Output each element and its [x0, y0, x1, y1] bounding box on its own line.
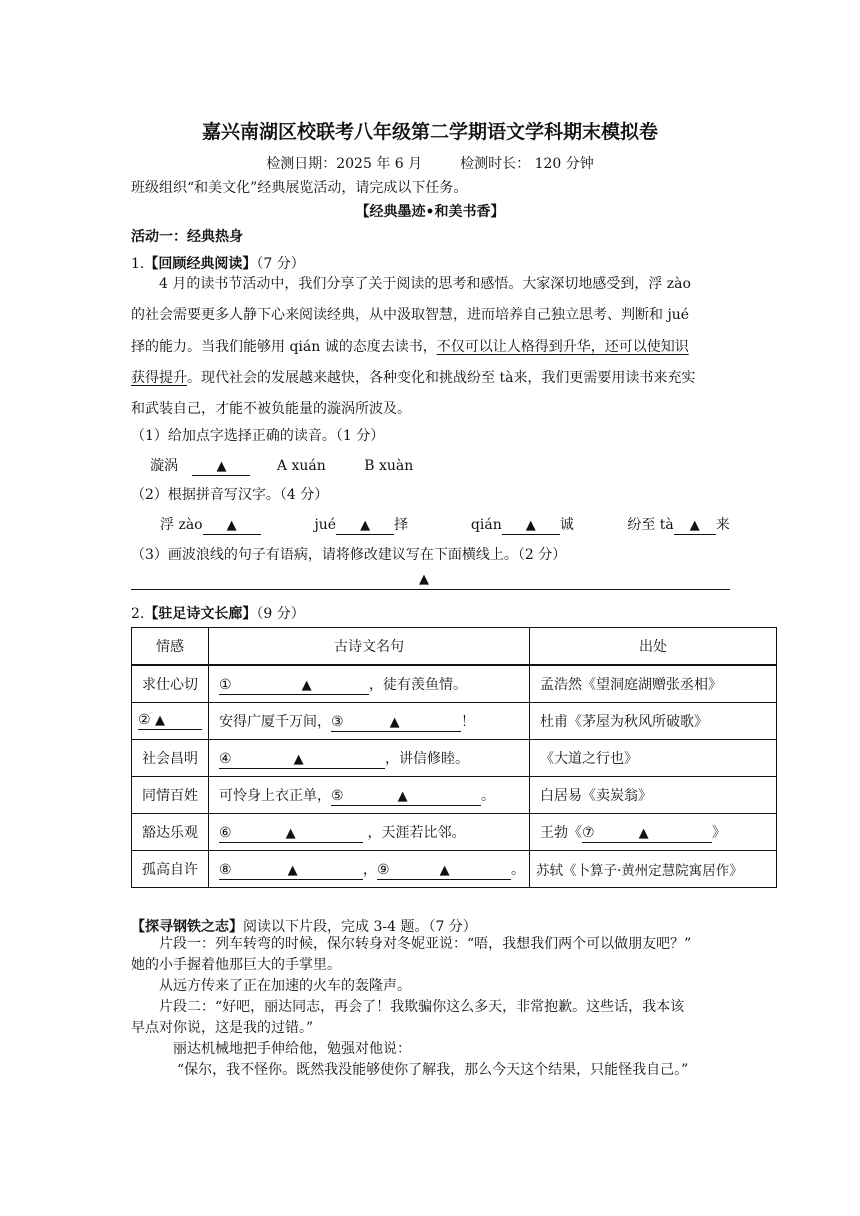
blank-number: ② [138, 712, 151, 728]
excerpt-line: “保尔，我不怪你。既然我没能够使你了解我，那么今天这个结果，只能怪我自己。” [177, 1062, 689, 1078]
source-text: 王勃《 [540, 824, 582, 841]
answer-blank[interactable] [203, 517, 261, 535]
verse-text: ，讲信修睦。 [385, 750, 469, 767]
verse-text: ， [363, 861, 377, 878]
exam-date: 检测日期：2025 年 6 月 [266, 156, 423, 172]
wavy-sentence: 不仅可以让人格得到升华，还可以使知识 [436, 338, 689, 355]
excerpt-line: 从远方传来了正在加速的火车的轰隆声。 [159, 978, 411, 994]
question-score: （9 分） [256, 606, 305, 622]
triangle-icon: ▲ [155, 713, 166, 728]
exam-meta [0, 153, 860, 173]
answer-blank[interactable] [219, 862, 363, 880]
emotion-cell: 社会昌明 [132, 740, 209, 777]
emotion-cell [132, 703, 209, 740]
triangle-icon: ▲ [638, 825, 649, 841]
answer-blank[interactable] [331, 788, 481, 806]
table-header-row [132, 628, 777, 666]
source-cell: 白居易《卖炭翁》 [530, 777, 777, 814]
triangle-icon: ▲ [525, 518, 536, 533]
pinyin-text: 浮 zào [160, 517, 203, 533]
source-cell [530, 814, 777, 851]
answer-blank[interactable] [192, 458, 250, 476]
answer-blank[interactable] [502, 517, 560, 535]
excerpt-line: 丽达机械地把手伸给他，勉强对他说： [173, 1041, 411, 1057]
question-instruction: 阅读以下片段，完成 3-4 题。（7 分） [243, 919, 477, 935]
sub-question-2: （2）根据拼音写汉字。（4 分） [131, 487, 329, 503]
answer-blank[interactable] [138, 712, 202, 730]
question-3-heading [131, 916, 477, 936]
pinyin-suffix: 来 [715, 517, 730, 533]
emotion-cell: 求仕心切 [132, 665, 209, 703]
triangle-icon: ▲ [293, 751, 304, 767]
pinyin-item [314, 514, 466, 535]
blank-number: ④ [219, 750, 232, 767]
verse-text: ，徒有羡鱼情。 [369, 676, 467, 693]
source-text: 》 [712, 824, 726, 841]
answer-blank[interactable] [674, 517, 716, 535]
pinyin-text: jué [314, 517, 337, 533]
question-title: 【回顾经典阅读】 [144, 256, 257, 272]
verse-cell [209, 665, 530, 703]
pinyin-item [471, 514, 623, 535]
option-b[interactable]: B xuàn [364, 458, 414, 474]
wavy-sentence: 获得提升 [131, 369, 187, 386]
reading-passage [131, 269, 727, 425]
triangle-icon: ▲ [216, 459, 227, 474]
verse-cell [209, 814, 530, 851]
table-row [132, 740, 777, 777]
pinyin-suffix: 择 [394, 517, 409, 533]
excerpt-passage [131, 934, 731, 1081]
triangle-icon: ▲ [689, 518, 700, 533]
poem-table [131, 627, 777, 888]
passage-text: 。现代社会的发展越来越快，各种变化和挑战纷至 tà来，我们更需要用读书来充实 [187, 369, 696, 386]
pinyin-items [160, 514, 730, 535]
pinyin-item [627, 514, 729, 535]
passage-line: 4 月的读书节活动中，我们分享了关于阅读的思考和感悟。大家深切地感受到，浮 zào [159, 276, 691, 292]
table-row [132, 777, 777, 814]
excerpt-line: 早点对你说，这是我的过错。” [131, 1020, 314, 1036]
answer-blank[interactable] [219, 825, 363, 843]
exam-duration: 检测时长： 120 分钟 [460, 156, 594, 172]
answer-blank[interactable] [582, 825, 712, 843]
verse-text: 。 [481, 787, 495, 804]
answer-line[interactable] [131, 589, 730, 590]
pinyin-text: qián [470, 517, 502, 533]
triangle-icon: ▲ [287, 862, 298, 878]
answer-blank[interactable] [336, 517, 394, 535]
verse-cell [209, 740, 530, 777]
emotion-cell: 豁达乐观 [132, 814, 209, 851]
question-number: 2. [131, 606, 145, 622]
answer-blank[interactable] [219, 751, 385, 769]
option-a[interactable]: A xuán [276, 458, 326, 474]
verse-cell [209, 777, 530, 814]
table-row [132, 851, 777, 888]
verse-text: ！ [461, 713, 475, 730]
emotion-cell: 孤高自许 [132, 851, 209, 888]
blank-number: ③ [331, 713, 344, 730]
verse-cell [209, 703, 530, 740]
sub-question-1: （1）给加点字选择正确的读音。（1 分） [131, 428, 385, 444]
source-cell: 《大道之行也》 [530, 740, 777, 777]
verse-cell [209, 851, 530, 888]
answer-blank[interactable] [219, 677, 369, 695]
excerpt-line: 片段一：列车转弯的时候，保尔转身对冬妮亚说：“唔，我想我们两个可以做朋友吧？” [159, 936, 692, 952]
verse-text: 安得广厦千万间， [219, 713, 331, 730]
question-2-heading [131, 603, 305, 623]
column-header: 古诗文名句 [209, 628, 530, 666]
passage-line: 的社会需要更多人静下心来阅读经典，从中汲取智慧，进而培养自己独立思考、判断和 jué [131, 307, 690, 324]
pinyin-suffix: 诚 [559, 517, 574, 533]
target-word: 漩涡 [150, 458, 178, 474]
triangle-icon: ▲ [389, 714, 400, 730]
section-title: 【经典墨迹•和美书香】 [355, 204, 505, 220]
blank-number: ⑤ [331, 787, 344, 804]
blank-number: ⑥ [219, 824, 232, 841]
column-header: 情感 [132, 628, 209, 666]
triangle-icon: ▲ [360, 518, 371, 533]
passage-line [131, 363, 727, 394]
triangle-icon: ▲ [397, 788, 408, 804]
source-cell: 杜甫《茅屋为秋风所破歌》 [530, 703, 777, 740]
passage-line: 和武装自己，才能不被负能量的漩涡所波及。 [131, 401, 411, 418]
blank-number: ⑨ [377, 861, 390, 878]
question-title: 【驻足诗文长廊】 [144, 606, 257, 622]
excerpt-line: 她的小手握着他那巨大的手掌里。 [131, 957, 341, 973]
verse-text: ，天涯若比邻。 [363, 824, 466, 841]
source-cell: 孟浩然《望洞庭湖赠张丞相》 [530, 665, 777, 703]
answer-blank[interactable] [377, 862, 511, 880]
passage-line [131, 332, 727, 363]
table-row [132, 665, 777, 703]
pinyin-text: 纷至 tà [627, 517, 674, 533]
table-row [132, 703, 777, 740]
emotion-cell: 同情百姓 [132, 777, 209, 814]
sub-question-3: （3）画波浪线的句子有语病，请将修改建议写在下面横线上。（2 分） [131, 547, 567, 563]
answer-blank[interactable] [331, 714, 461, 732]
passage-text: 择的能力。当我们能够用 qián 诚的态度去读书， [131, 338, 437, 355]
table-row [132, 814, 777, 851]
verse-text: 可怜身上衣正单， [219, 787, 331, 804]
triangle-icon: ▲ [226, 518, 237, 533]
triangle-icon: ▲ [439, 862, 450, 878]
exam-title: 嘉兴南湖区校联考八年级第二学期语文学科期末模拟卷 [201, 121, 658, 143]
blank-number: ⑧ [219, 861, 232, 878]
triangle-icon: ▲ [419, 572, 429, 587]
source-cell: 苏轼《卜算子·黄州定慧院寓居作》 [530, 851, 777, 888]
excerpt-line: 片段二：“好吧，丽达同志，再会了！我欺骗你这么多天，非常抱歉。这些话，我本该 [159, 999, 685, 1015]
triangle-icon: ▲ [301, 677, 312, 693]
question-number: 1. [131, 256, 145, 272]
intro-text: 班级组织“和美文化”经典展览活动，请完成以下任务。 [131, 180, 468, 196]
pronunciation-options [150, 455, 413, 476]
blank-number: ① [219, 676, 232, 693]
blank-number: ⑦ [582, 824, 595, 841]
verse-text: 。 [511, 861, 525, 878]
question-score: （7 分） [256, 256, 305, 272]
pinyin-item [160, 514, 310, 535]
triangle-icon: ▲ [285, 825, 296, 841]
activity-heading: 活动一：经典热身 [131, 229, 243, 245]
column-header: 出处 [530, 628, 777, 666]
question-title: 【探寻钢铁之志】 [131, 919, 243, 935]
